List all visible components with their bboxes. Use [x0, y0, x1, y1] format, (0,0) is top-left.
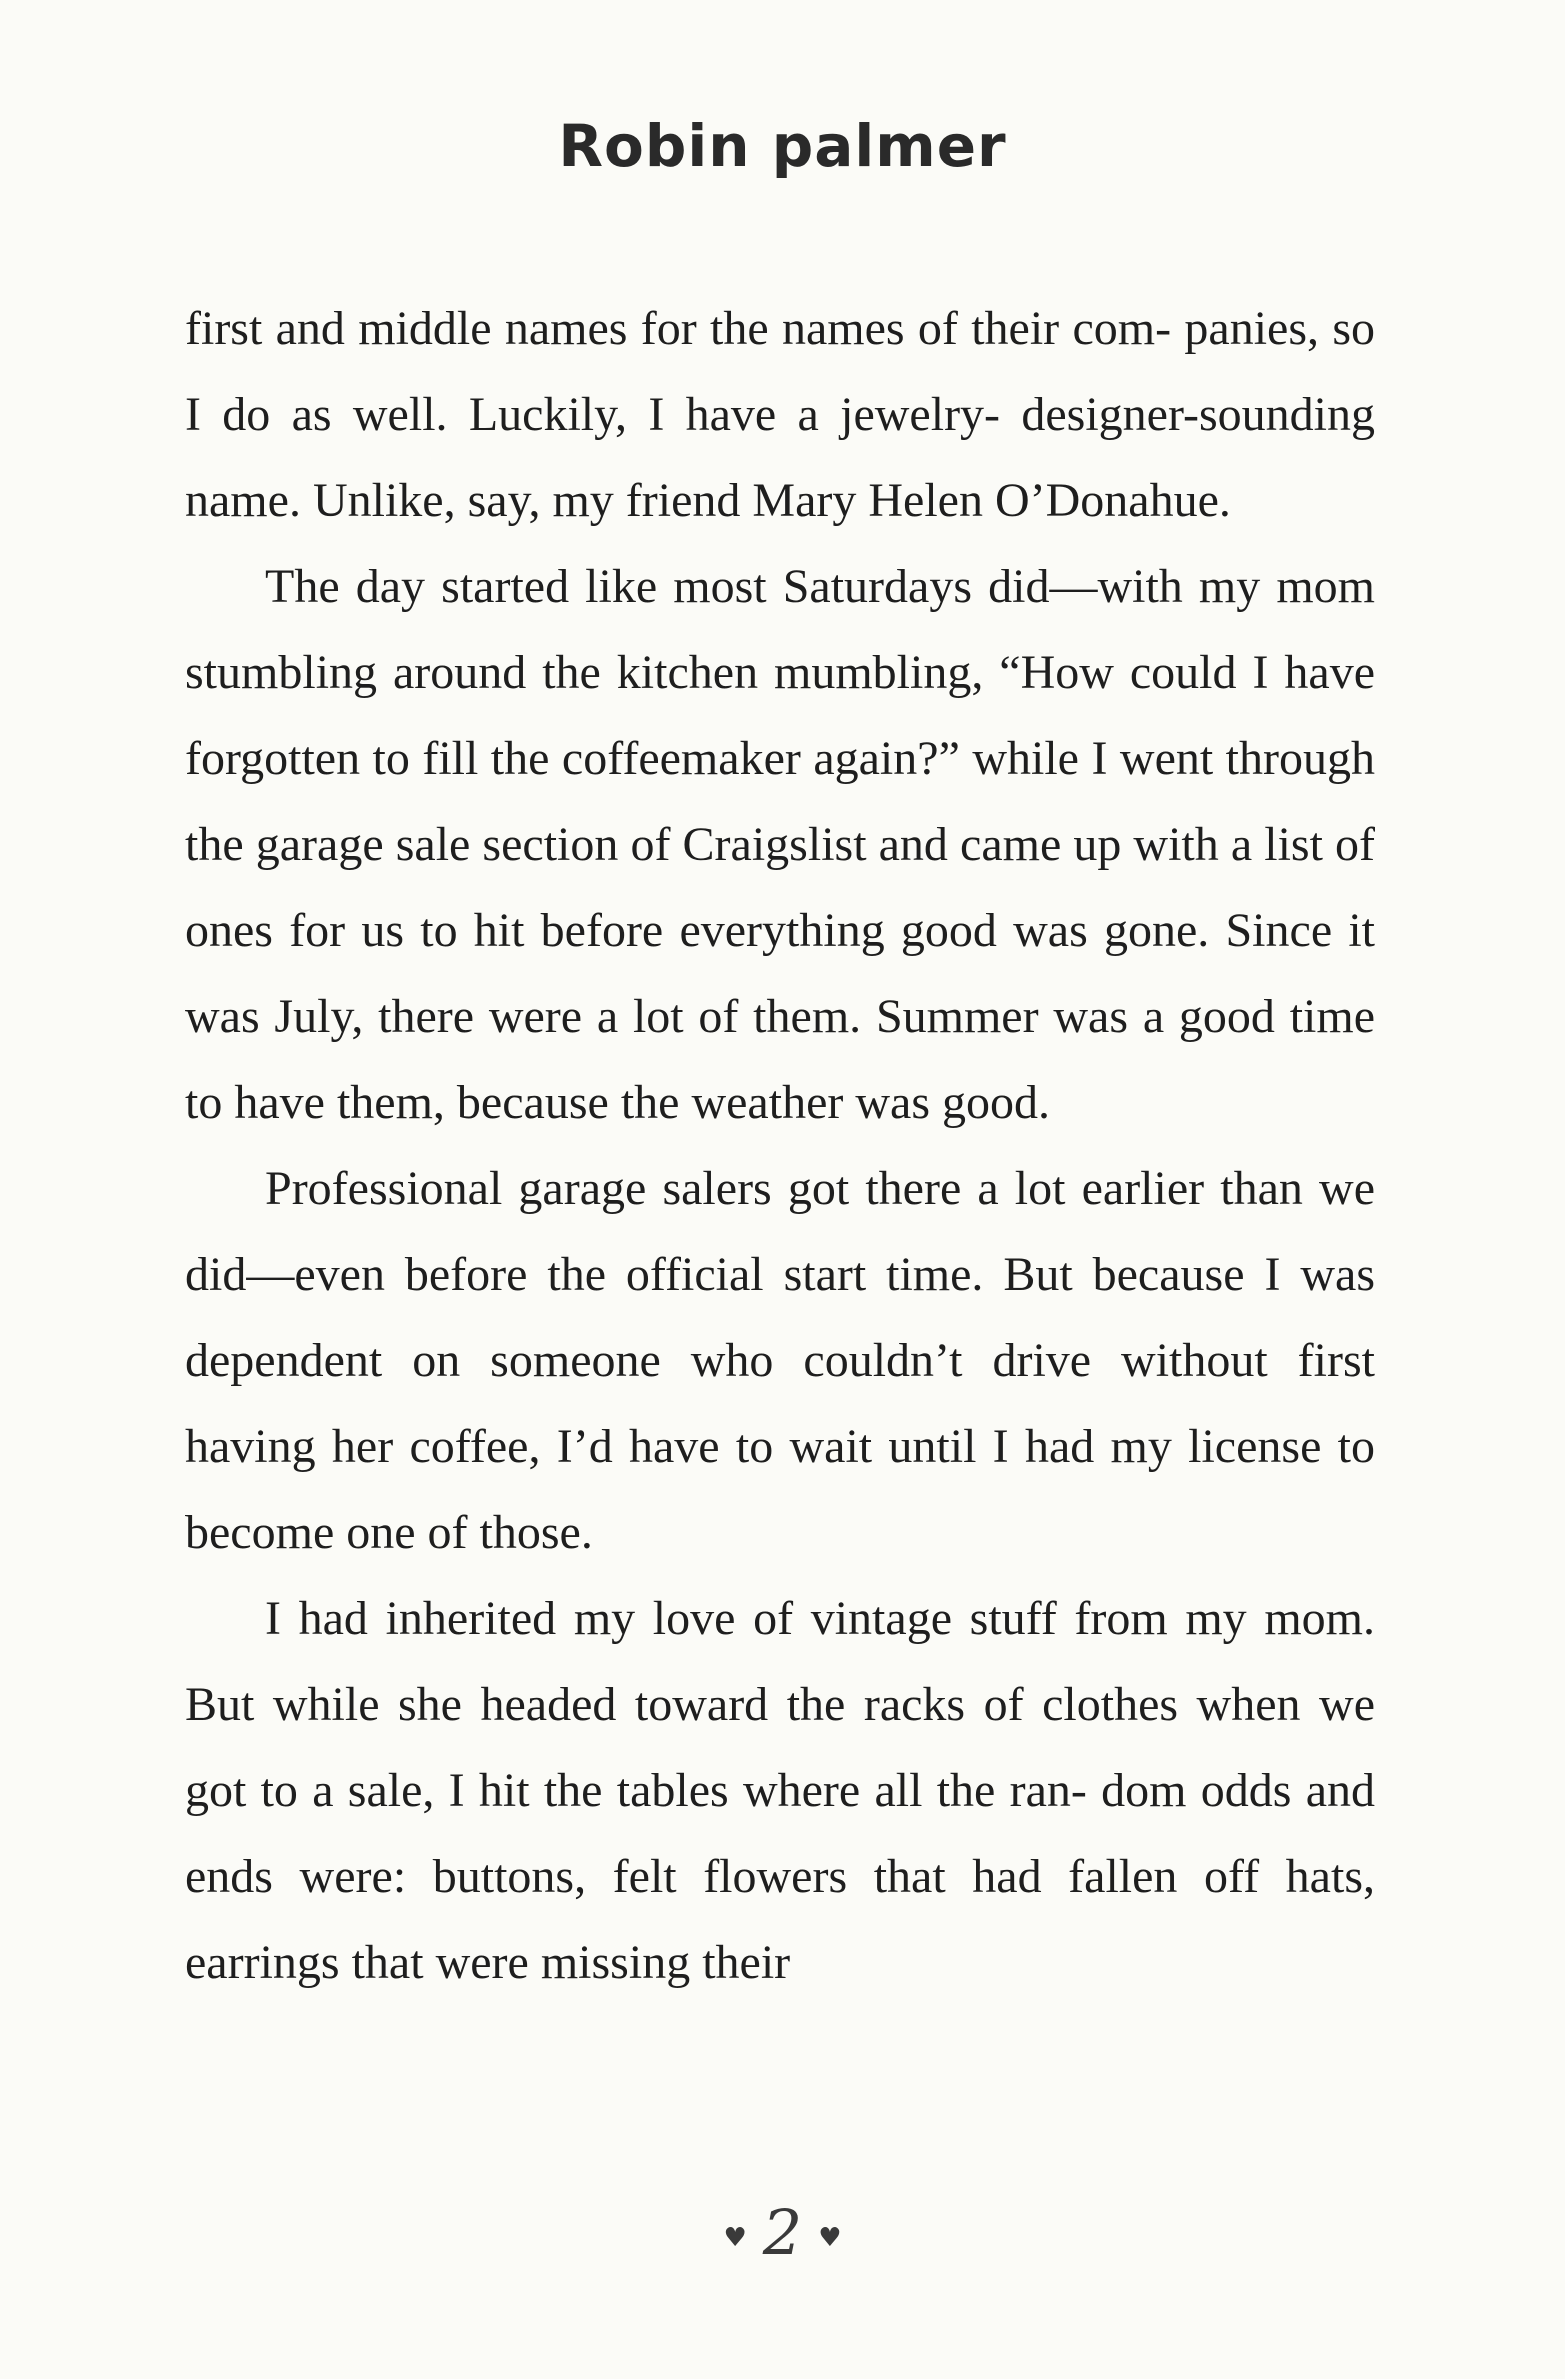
paragraph-1: first and middle names for the names of their com- panies, so I do as well. Luckily, I have a jewelry- designer-sounding name. Unlike, say, my friend Mary Helen O’Donahue. — [185, 302, 1375, 527]
heart-icon: ♥ — [723, 2222, 747, 2253]
page-number: 2 — [762, 2196, 803, 2269]
heart-icon: ♥ — [818, 2222, 842, 2253]
page-folio — [0, 2196, 1565, 2269]
body-text — [185, 286, 1375, 2006]
paragraph-3: Professional garage salers got there a lot earlier than we did—even before the official start time. But because I was dependent on someone who couldn’t drive without first having her coffee, I’d have to wait until I had my license to become one of those. — [185, 1162, 1375, 1559]
running-head-author: Robin palmer — [558, 112, 1007, 180]
paragraph-2: The day started like most Saturdays did—with my mom stumbling around the kitchen mumbling, “How could I have forgotten to fill the coffeemaker again?” while I went through the garage sale section of Craigslist and came up with a list of ones for us to hit before everything good was gone. Since it was July, there were a lot of them. Summer was a good time to have them, because the weather was good. — [185, 560, 1375, 1129]
paragraph-4: I had inherited my love of vintage stuff from my mom. But while she headed toward the racks of clothes when we got to a sale, I hit the tables where all the ran- dom odds and ends were: buttons, felt flowers that had fallen off hats, earrings that were missing their — [185, 1592, 1375, 1989]
